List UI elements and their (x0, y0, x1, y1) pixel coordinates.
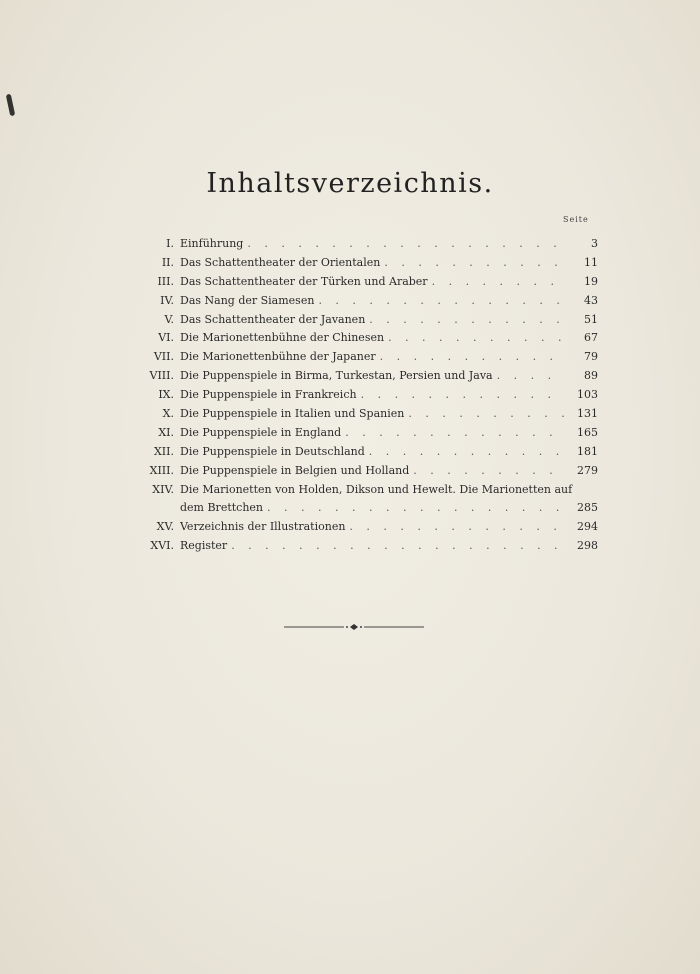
page-number: 181 (577, 444, 598, 458)
chapter-title: Register (180, 539, 228, 553)
chapter-title: Die Puppenspiele in Belgien und Holland (180, 463, 410, 477)
chapter-title: Einführung (180, 237, 244, 250)
dot-leader (231, 537, 564, 556)
toc-entry (112, 292, 598, 311)
chapter-number: III. (157, 274, 174, 288)
chapter-title: Das Schattentheater der Orientalen (180, 255, 381, 269)
chapter-title-cell (180, 424, 568, 443)
page-column-header: Seite (563, 215, 589, 224)
toc-entry (112, 424, 598, 443)
chapter-number: XI. (158, 425, 174, 439)
toc-entry (112, 405, 598, 424)
toc-entry (112, 235, 598, 254)
chapter-number: V. (164, 312, 174, 326)
toc-entry (112, 443, 598, 462)
page-number: 79 (584, 350, 598, 364)
toc-entry (112, 348, 598, 367)
chapter-number: IV. (160, 293, 174, 307)
chapter-title: Das Nang der Siamesen (180, 293, 315, 307)
chapter-title: Das Schattentheater der Javanen (180, 312, 366, 326)
dot-leader (369, 311, 564, 330)
toc-entry (112, 386, 598, 405)
page-number: 294 (577, 520, 598, 534)
chapter-title-cell (180, 518, 568, 537)
chapter-title-cell (180, 329, 568, 348)
chapter-title: Die Puppenspiele in England (180, 425, 342, 439)
chapter-title-cell (180, 367, 568, 386)
chapter-title-cell (180, 273, 568, 292)
chapter-title-cell (180, 311, 568, 330)
chapter-title: Die Puppenspiele in Frankreich (180, 388, 357, 402)
chapter-title: Die Puppenspiele in Deutschland (180, 444, 365, 458)
page-number: 43 (584, 293, 598, 307)
dot-leader (247, 235, 564, 254)
toc-entry (112, 537, 598, 556)
chapter-title-cell (180, 235, 568, 254)
page-number: 165 (577, 425, 598, 439)
toc-entry (112, 518, 598, 537)
chapter-number: VI. (158, 331, 174, 345)
chapter-title-cell (180, 443, 568, 462)
dot-leader (349, 518, 564, 537)
toc-entry (112, 311, 598, 330)
dot-leader (384, 254, 564, 273)
chapter-number: XIV. (152, 482, 174, 496)
toc-entry (112, 481, 598, 519)
chapter-title-cell (180, 348, 568, 367)
chapter-number: X. (162, 407, 174, 421)
chapter-title-cell (180, 254, 568, 273)
chapter-number: XV. (156, 520, 174, 534)
chapter-title-cell (180, 537, 568, 556)
chapter-title: Die Puppenspiele in Birma, Turkestan, Persien und Java (180, 369, 493, 383)
page-number: 103 (577, 388, 598, 402)
chapter-title-cell (180, 405, 568, 424)
page-title: Inhaltsverzeichnis. (206, 168, 494, 199)
chapter-title-cell (180, 292, 568, 311)
page-number: 51 (584, 312, 598, 326)
page-number: 279 (577, 463, 598, 477)
dot-leader (408, 405, 564, 424)
toc-entry (112, 273, 598, 292)
chapter-number: XII. (153, 444, 174, 458)
chapter-number: XVI. (150, 539, 174, 553)
toc-entry (112, 329, 598, 348)
chapter-title-block (180, 481, 573, 519)
rule-with-diamond-ornament-icon (284, 624, 424, 630)
chapter-title-continuation-line (180, 499, 568, 518)
dot-leader (413, 462, 564, 481)
page-number: 285 (577, 501, 598, 515)
chapter-title: Die Marionetten von Holden, Dikson und Hewelt. Die Marionetten auf (180, 482, 573, 496)
dot-leader (345, 424, 564, 443)
dot-leader (267, 499, 564, 518)
chapter-number: I. (166, 237, 174, 250)
toc-entry (112, 462, 598, 481)
chapter-title: Das Schattentheater der Türken und Araber (180, 274, 428, 288)
page-number: 131 (577, 407, 598, 421)
toc-entry (112, 254, 598, 273)
dot-leader (388, 329, 564, 348)
chapter-number: VIII. (149, 369, 174, 383)
toc-entry (112, 367, 598, 386)
page-number: 89 (584, 369, 598, 383)
page-number: 67 (584, 331, 598, 345)
chapter-title-cell (180, 462, 568, 481)
ink-smudge (6, 94, 15, 117)
page-number: 298 (577, 539, 598, 553)
page-number: 19 (584, 274, 598, 288)
dot-leader (497, 367, 564, 386)
dot-leader (361, 386, 564, 405)
chapter-title-continuation: dem Brettchen (180, 501, 264, 515)
dot-leader (380, 348, 564, 367)
page-number: 11 (584, 255, 598, 269)
chapter-title: Die Marionettenbühne der Chinesen (180, 331, 385, 345)
chapter-title: Verzeichnis der Illustrationen (180, 520, 346, 534)
table-of-contents (112, 235, 598, 556)
chapter-title: Die Marionettenbühne der Japaner (180, 350, 376, 364)
chapter-number: XIII. (149, 463, 174, 477)
dot-leader (369, 443, 564, 462)
chapter-title-cell (180, 386, 568, 405)
chapter-number: IX. (158, 388, 174, 402)
chapter-title: Die Puppenspiele in Italien und Spanien (180, 407, 405, 421)
chapter-number: VII. (153, 350, 174, 364)
page-number: 3 (591, 237, 598, 250)
dot-leader (318, 292, 564, 311)
dot-leader (432, 273, 564, 292)
chapter-number: II. (161, 255, 174, 269)
